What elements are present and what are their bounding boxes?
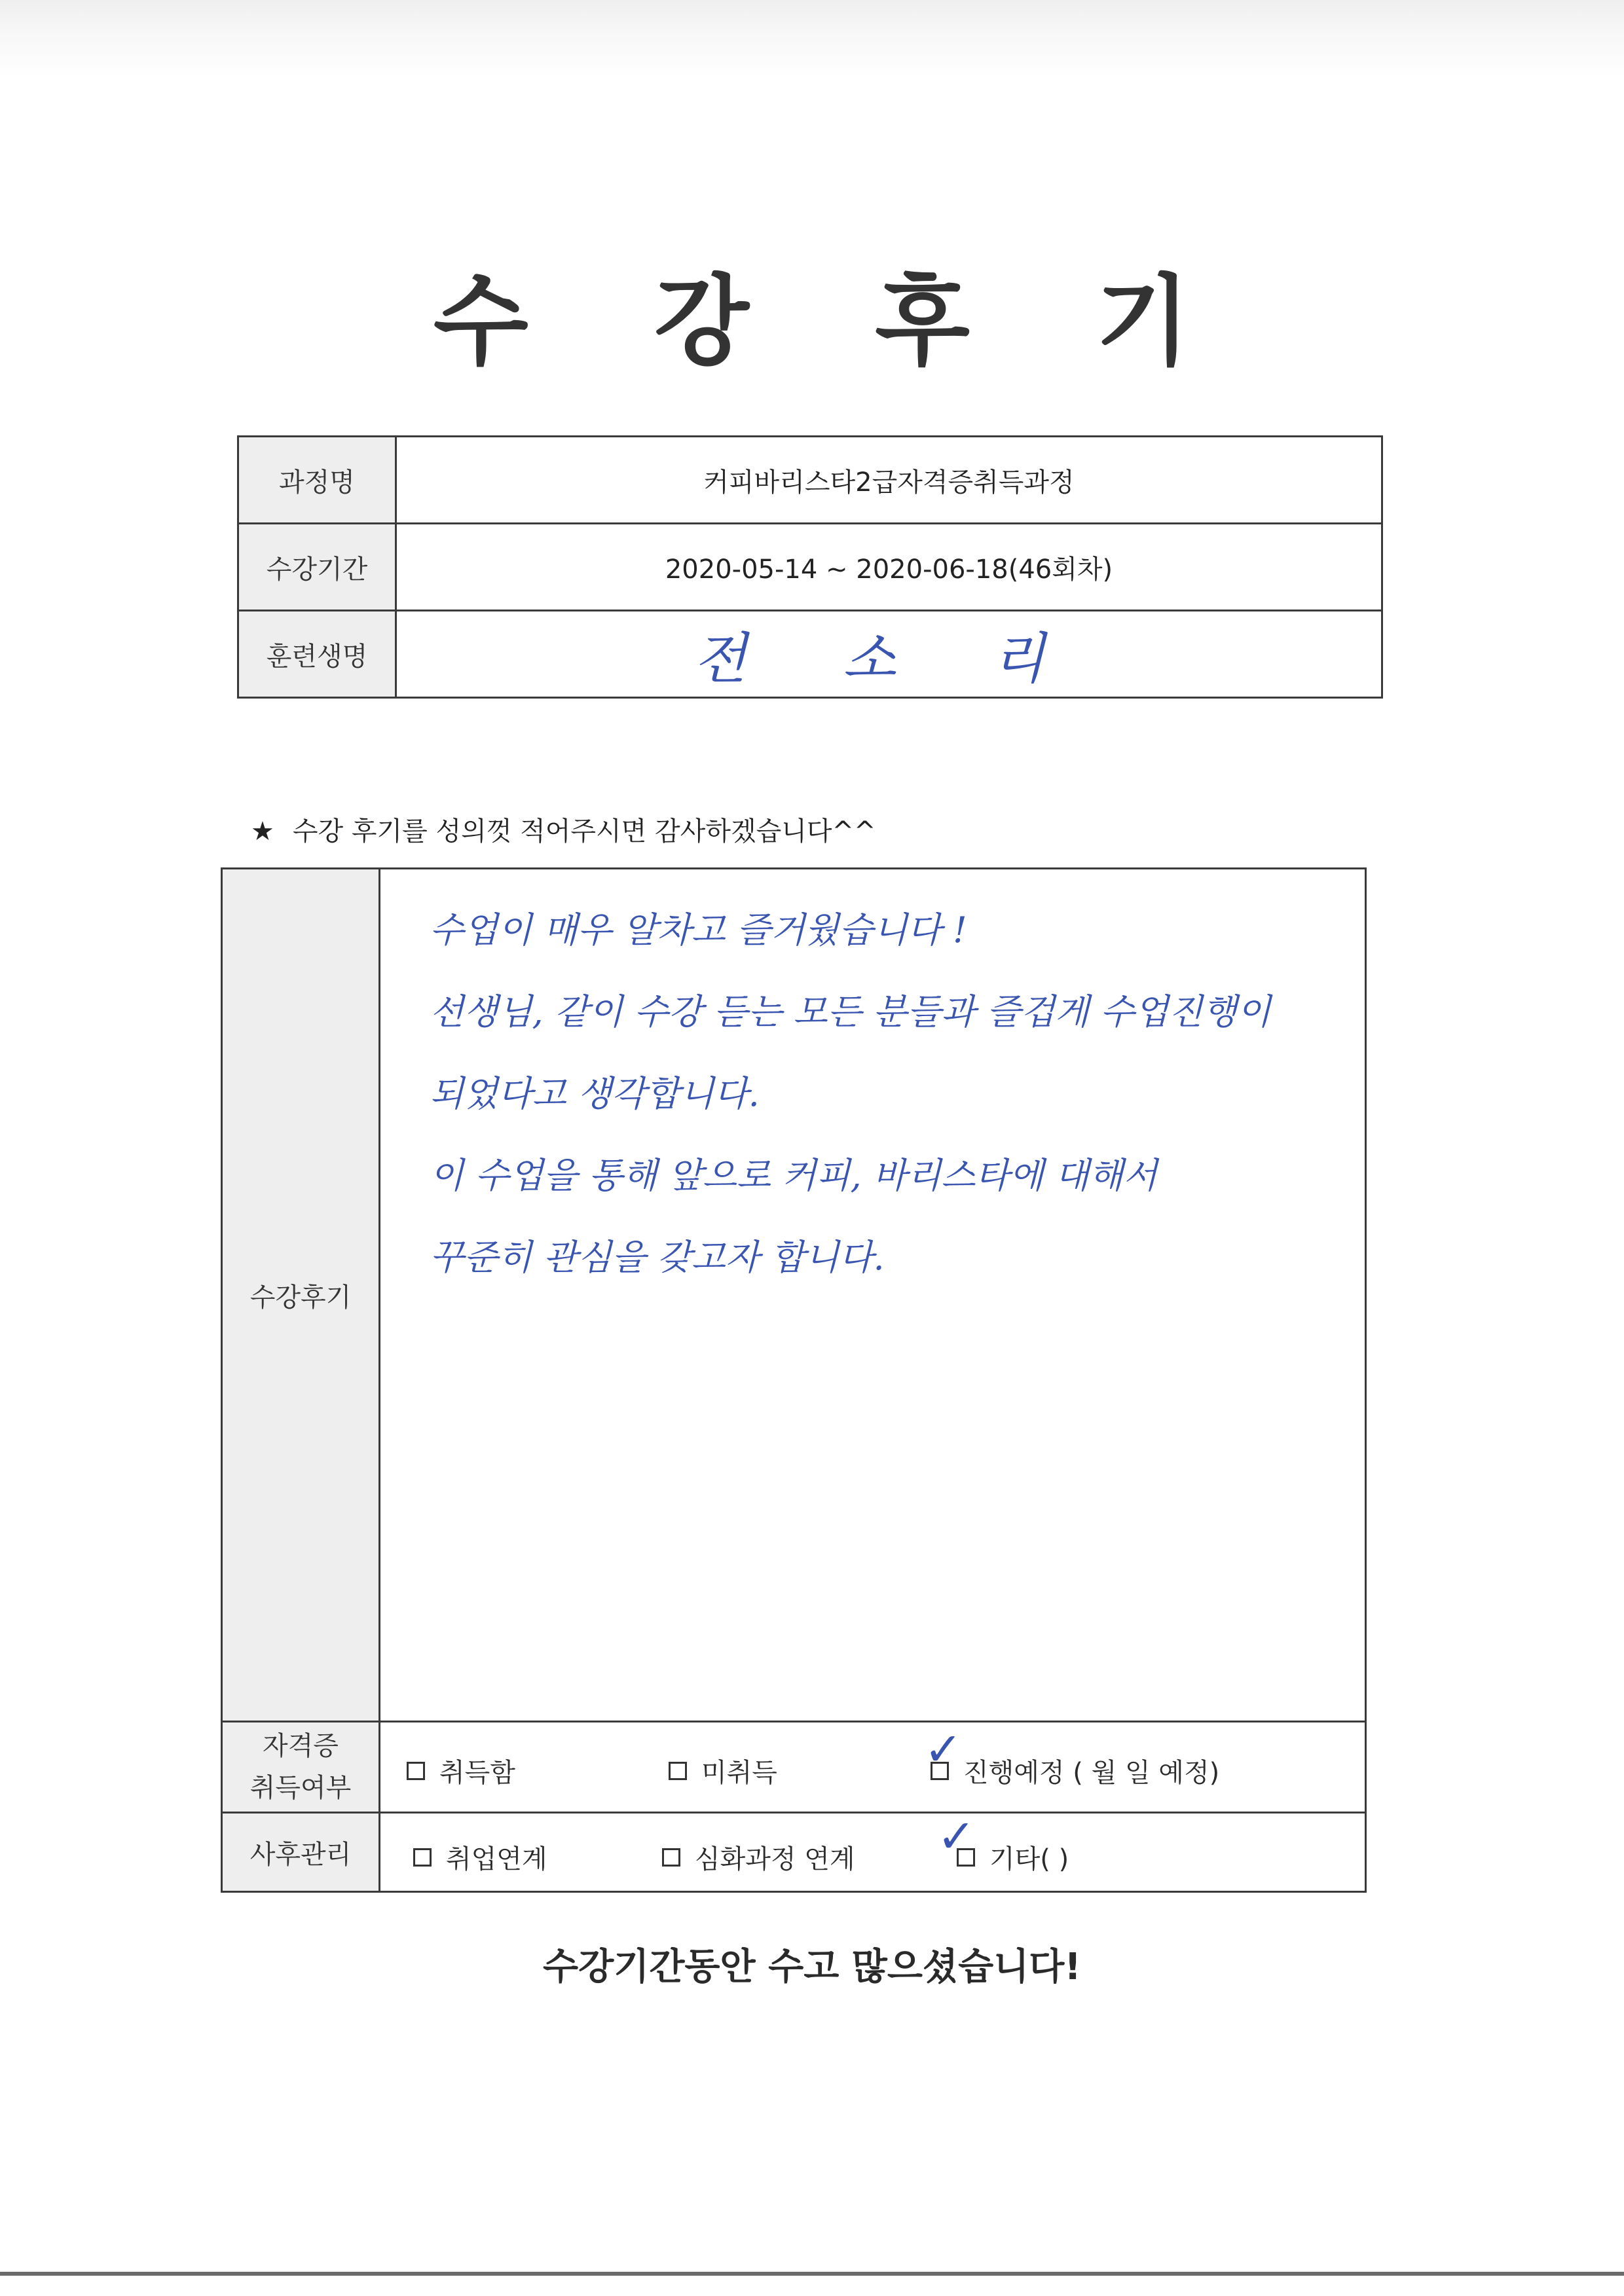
- certification-label: [222, 1722, 380, 1813]
- review-line: 꾸준히 관심을 갖고자 합니다.: [430, 1237, 885, 1278]
- review-line: 이 수업을 통해 앞으로 커피, 바리스타에 대해서: [430, 1155, 1158, 1196]
- instruction-text: 수강 후기를 성의껏 적어주시면 감사하겠습니다^^: [292, 816, 876, 847]
- review-row: [222, 869, 1366, 1722]
- checkbox-icon[interactable]: [407, 1762, 425, 1780]
- certification-label-line: 자격증: [263, 1731, 339, 1761]
- followup-options: [380, 1810, 1366, 1892]
- checkbox-icon[interactable]: [669, 1762, 687, 1780]
- followup-option-label: 심화과정 연계: [695, 1844, 855, 1874]
- period-value: 2020-05-14 ~ 2020-06-18(46회차): [396, 524, 1382, 611]
- certification-options: [380, 1722, 1366, 1813]
- period-label: 수강기간: [238, 524, 396, 611]
- review-text-area[interactable]: [380, 869, 1366, 1722]
- followup-option-label: 기타( ): [989, 1844, 1069, 1874]
- followup-label: 사후관리: [222, 1813, 380, 1892]
- scan-shadow: [0, 0, 1624, 79]
- review-line: 수업이 매우 알차고 즐거웠습니다 !: [430, 909, 967, 951]
- certification-label-line: 취득여부: [249, 1773, 352, 1803]
- course-value: 커피바리스타2급자격증취득과정: [396, 437, 1382, 524]
- cert-option-label: 미취득: [701, 1758, 777, 1788]
- review-line: 선생님, 같이 수강 듣는 모든 분들과 즐겁게 수업진행이: [430, 991, 1271, 1032]
- document-title: 수 강 후 기: [433, 265, 1237, 379]
- trainee-label: 훈련생명: [238, 611, 396, 698]
- followup-option-employment[interactable]: [413, 1838, 547, 1876]
- review-table: [221, 867, 1367, 1893]
- checkbox-icon[interactable]: [413, 1848, 432, 1867]
- check-mark-icon: ✓: [924, 1722, 963, 1776]
- trainee-row: [238, 611, 1382, 698]
- course-info-table: [237, 435, 1383, 699]
- course-label: 과정명: [238, 437, 396, 524]
- star-icon: ★: [251, 816, 274, 847]
- followup-row: [222, 1813, 1366, 1892]
- trainee-cell: [396, 611, 1382, 698]
- cert-option-not-obtained[interactable]: [669, 1752, 777, 1789]
- review-line: 되었다고 생각합니다.: [430, 1073, 760, 1114]
- instruction-note: [251, 811, 876, 848]
- checkbox-icon[interactable]: [662, 1848, 680, 1867]
- course-row: [238, 437, 1382, 524]
- cert-option-obtained[interactable]: [407, 1752, 515, 1789]
- scan-edge: [0, 2272, 1624, 2276]
- review-label: 수강후기: [222, 869, 380, 1722]
- certification-row: [222, 1722, 1366, 1813]
- closing-message: 수강기간동안 수고 많으셨습니다!: [543, 1946, 1081, 1988]
- cert-option-label: 취득함: [439, 1758, 515, 1788]
- cert-option-planned[interactable]: [931, 1752, 1219, 1789]
- trainee-signature: 전 소 리: [693, 626, 1084, 691]
- followup-option-label: 취업연계: [446, 1844, 547, 1874]
- period-row: [238, 524, 1382, 611]
- cert-option-label: 진행예정 ( 월 일 예정): [963, 1758, 1220, 1788]
- followup-option-advanced-course[interactable]: [662, 1838, 855, 1876]
- check-mark-icon: ✓: [937, 1810, 976, 1863]
